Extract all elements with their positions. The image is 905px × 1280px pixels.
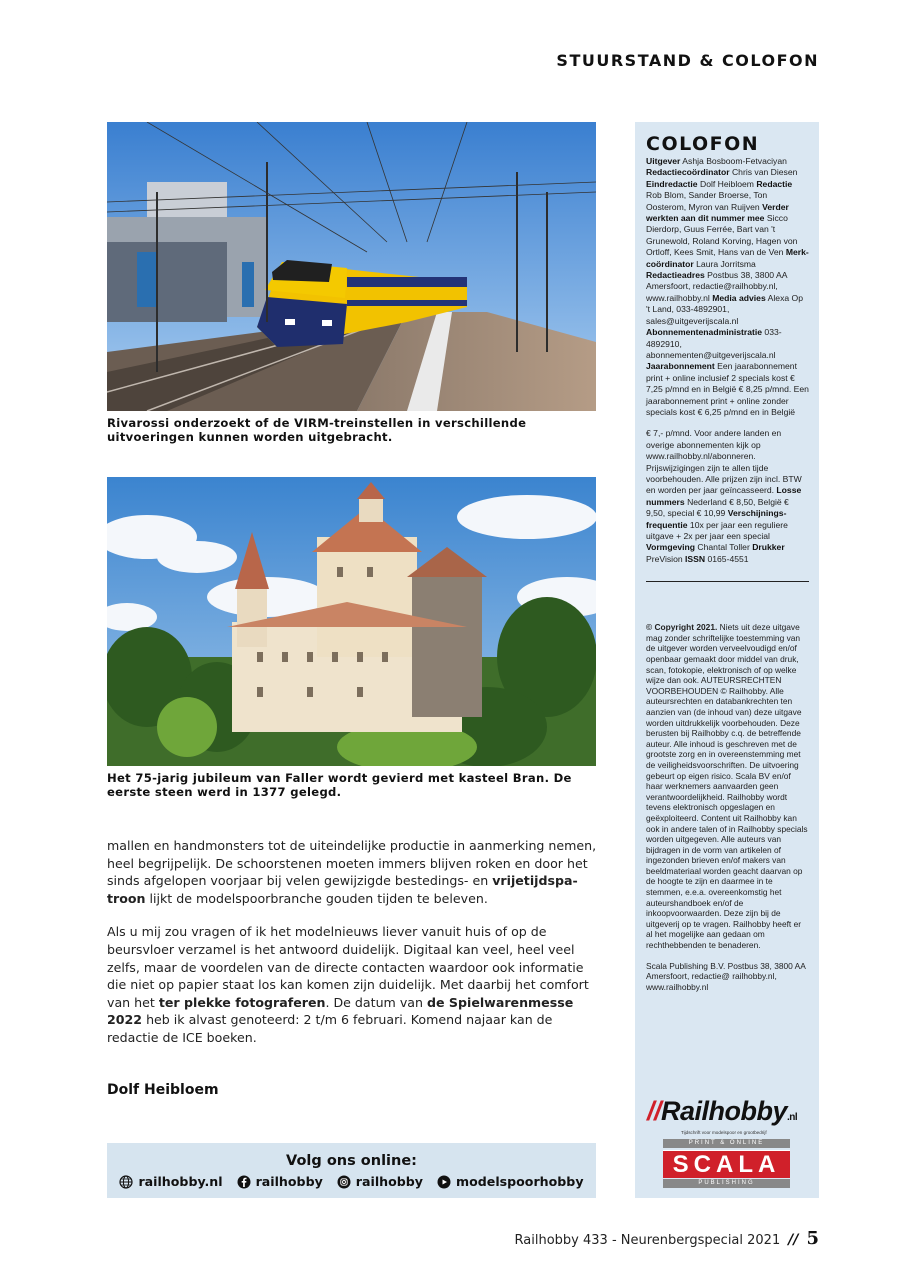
page-number: 5 — [806, 1228, 819, 1249]
follow-title: Volg ons online: — [286, 1153, 417, 1169]
photo-caption-train: Rivarossi onderzoekt of de VIRM-treinstellen in verschillende uitvoeringen kunnen worden uitgebracht. — [107, 416, 527, 444]
instagram-link[interactable]: railhobby — [337, 1174, 423, 1189]
author-name: Dolf Heibloem — [107, 1082, 219, 1098]
follow-us-box — [107, 1143, 596, 1198]
scala-publishing-logo: PRINT & ONLINE SCALA PUBLISHING — [663, 1139, 790, 1188]
photo-caption-castle: Het 75-jarig jubileum van Faller wordt gevierd met kasteel Bran. De eerste steen werd in 1377 gelegd. — [107, 771, 572, 799]
youtube-icon — [437, 1175, 451, 1189]
copyright-notice: © Copyright 2021. Niets uit deze uitgave mag zonder schriftelijke toestemming van de uitgever worden verveelvoudigd en/of openbaar gemaakt door middel van druk, scan, fotokopie, elektronisch of op welke wijze dan ook. AUTEURSRECHTEN VOORBEHOUDEN © Railhobby. Alle auteursrechten en databankrechten ten aanzien van (de inhoud van) deze uitgave worden uitdrukkelijk voorbehouden. Deze berusten bij Railhobby c.q. de betreffende auteur. Alle inhoud is geschreven met de grootste zorg en in overeenstemming met de veiligheidsvoorschriften. De uitvoering gebeurt op eigen risico. Scala BV en/of haar werknemers aanvaarden geen verantwoordelijkheid. Railhobby wordt tevens elektronisch opgeslagen en geëxploiteerd. Content uit Railhobby kan ook in andere talen of in Railhobby specials worden uitgegeven. Alle auteurs van bijdragen in de vorm van artikelen of ingezonden brieven en/of makers van beeldmateriaal worden geacht daarvan op de hoogte te zijn en daarmee in te stemmen, e.e.a. overeenkomstig het auteurshandboek en/of de inkoopvoorwaarden. Deze zijn bij de uitgeverij op te vragen. Railhobby heeft er al het mogelijke aan gedaan om rechthebbenden te benaderen. Scala Publishing B.V. Postbus 38, 3800 AA Amersfoort, redactie@ railhobby.nl, www.railhobby.nl — [646, 622, 808, 992]
paragraph-2: Als u mij zou vragen of ik het modelnieuws liever vanuit huis of op de beursvloer verzamel is het antwoord duidelijk. Digitaal kan veel, heel veel zelfs, maar de voordelen van de directe contacten waardoor ook informatie die niet op papier staat los kan komen zijn duidelijk. Met daarbij het comfort van het ter plekke fotograferen. De datum van de Spielwarenmesse 2022 heb ik alvast genoteerd: 2 t/m 6 februari. Komend najaar kan de redactie de ICE boeken. — [107, 924, 589, 1045]
colofon-divider — [646, 581, 809, 582]
youtube-link[interactable]: modelspoorhobby — [437, 1174, 584, 1189]
website-link[interactable]: railhobby.nl — [119, 1174, 222, 1189]
issue-label: Railhobby 433 - Neurenbergspecial 2021 — [514, 1233, 781, 1248]
castle-model-photo — [107, 477, 596, 766]
globe-icon — [119, 1175, 133, 1189]
instagram-icon — [337, 1175, 351, 1189]
train-photo — [107, 122, 596, 411]
page-footer — [515, 1228, 819, 1249]
colofon-sidebar — [635, 122, 819, 1198]
colofon-title: COLOFON — [646, 133, 760, 155]
colofon-block-2: € 7,- p/mnd. Voor andere landen en overige abonnementen kijk op www.railhobby.nl/abonneren. Prijswijzigingen zijn te allen tijde voorbehouden. Alle prijzen zijn incl. BTW en worden per jaar geïncasseerd. Losse nummers Nederland € 8,50, België € 9,50, special € 10,99 Verschijningsfrequentie 10x per jaar een reguliere uitgave + 2x per jaar een special Vormgeving Chantal Toller Drukker PreVision ISSN 0165-4551 — [646, 428, 802, 564]
publisher-address: Scala Publishing B.V. Postbus 38, 3800 AA Amersfoort, redactie@ railhobby.nl, www.railhobby.nl — [646, 960, 806, 992]
railhobby-logo: //Railhobby.nl Tijdschrift voor modelspoor en grootbedrijf — [647, 1096, 798, 1135]
article-body — [107, 837, 599, 1063]
facebook-link[interactable]: railhobby — [237, 1174, 323, 1189]
facebook-icon — [237, 1175, 251, 1189]
colofon-text — [646, 156, 809, 565]
section-title: STUURSTAND & COLOFON — [556, 51, 819, 70]
colofon-block-1: Uitgever Ashja Bosboom-Fetvaciyan Redactiecoördinator Chris van Diesen Eindredactie Dolf Heibloem Redactie Rob Blom, Sander Broerse, Ton Oosterom, Myron van Ruijven Verder werkten aan dit nummer mee Sicco Dierdorp, Guus Ferrée, Bart van 't Grunewold, Roland Korving, Hagen von Ortloff, Kees Smit, Hans van de Ven Merkcoördinator Laura Jorritsma Redactieadres Postbus 38, 3800 AA Amersfoort, redactie@railhobby.nl, www.railhobby.nl Media advies Alexa Op 't Land, 033-4892901, sales@uitgeverijscala.nl Abonnementenadministratie 033-4892910, abonnementen@uitgeverijscala.nl Jaarabonnement Een jaarabonnement print + online inclusief 2 specials kost € 7,25 p/mnd en in België € 8,25 p/mnd. Een jaarabonnement print + online zonder specials kost € 6,25 p/mnd en in België — [646, 156, 809, 417]
footer-slash-marks: // — [788, 1232, 799, 1248]
paragraph-1: mallen en handmonsters tot de uiteindelijke productie in aanmerking nemen, heel begrijpelijk. De schoorstenen moeten immers blijven roken en door het sinds afgelopen voorjaar bij velen gewijzigde bestedings- en vrijetijdspatroon lijkt de modelspoorbranche gouden tijden te beleven. — [107, 838, 597, 906]
